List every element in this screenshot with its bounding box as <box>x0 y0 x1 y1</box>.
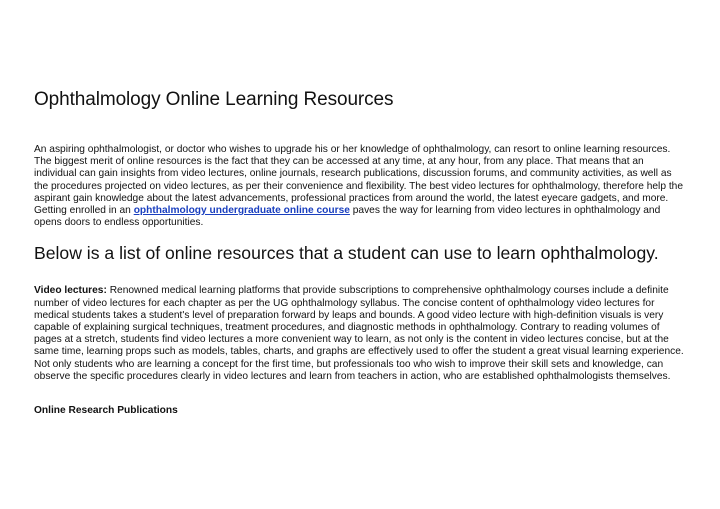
intro-text-after-link: paves the way for learning from video lectures in ophthalmology and opens doors to endless opportunities. <box>34 205 661 229</box>
section-heading: Below is a list of online resources that a student can use to learn ophthalmology. <box>34 243 659 264</box>
video-lectures-label: Video lectures: <box>34 285 107 297</box>
video-lectures-paragraph <box>34 285 684 383</box>
page-title: Ophthalmology Online Learning Resources <box>34 89 394 110</box>
intro-paragraph <box>34 144 684 229</box>
article <box>34 88 684 417</box>
intro-text-before-link: An aspiring ophthalmologist, or doctor who wishes to upgrade his or her knowledge of ophthalmology, can resort to online learning resources. The biggest merit of online resources is the fact that they can be accessed at any time, at any hour, from any place. That means that an individual can gain insights from video lectures, online journals, research publications, discussion forums, and community activities, as well as the procedures projected on video lectures, as per their convenience and flexibility. The best video lectures for ophthalmology, therefore help the aspirant gain knowledge about the latest advancements, professional practices from around the world, the latest eyecare gadgets, and more. Getting enrolled in an <box>34 144 683 217</box>
online-research-publications-label: Online Research Publications <box>34 405 178 417</box>
video-lectures-text: Renowned medical learning platforms that provide subscriptions to comprehensive ophthalmology courses include a definite number of video lectures for each chapter as per the UG ophthalmology syllabus. The concise content of ophthalmology video lectures for medical students takes a student's level of preparation forward by leaps and bounds. A good video lecture with high-definition visuals is very capable of explaining surgical techniques, treatment procedures, and diagnostic methods in ophthalmology. Contrary to reading volumes of pages at a stretch, students find video lectures a more convenient way to learn, as not only is the content in video lectures concise, but at the same time, learning props such as models, tables, charts, and graphs are effectively used to offer the student a great visual learning experience. Not only students who are learning a concept for the first time, but professionals too who wish to improve their skill sets and knowledge, can observe the specific procedures clearly in video lectures and learn from teachers in action, who are established ophthalmologists themselves. <box>34 285 684 382</box>
undergraduate-course-link[interactable]: ophthalmology undergraduate online course <box>133 205 350 217</box>
